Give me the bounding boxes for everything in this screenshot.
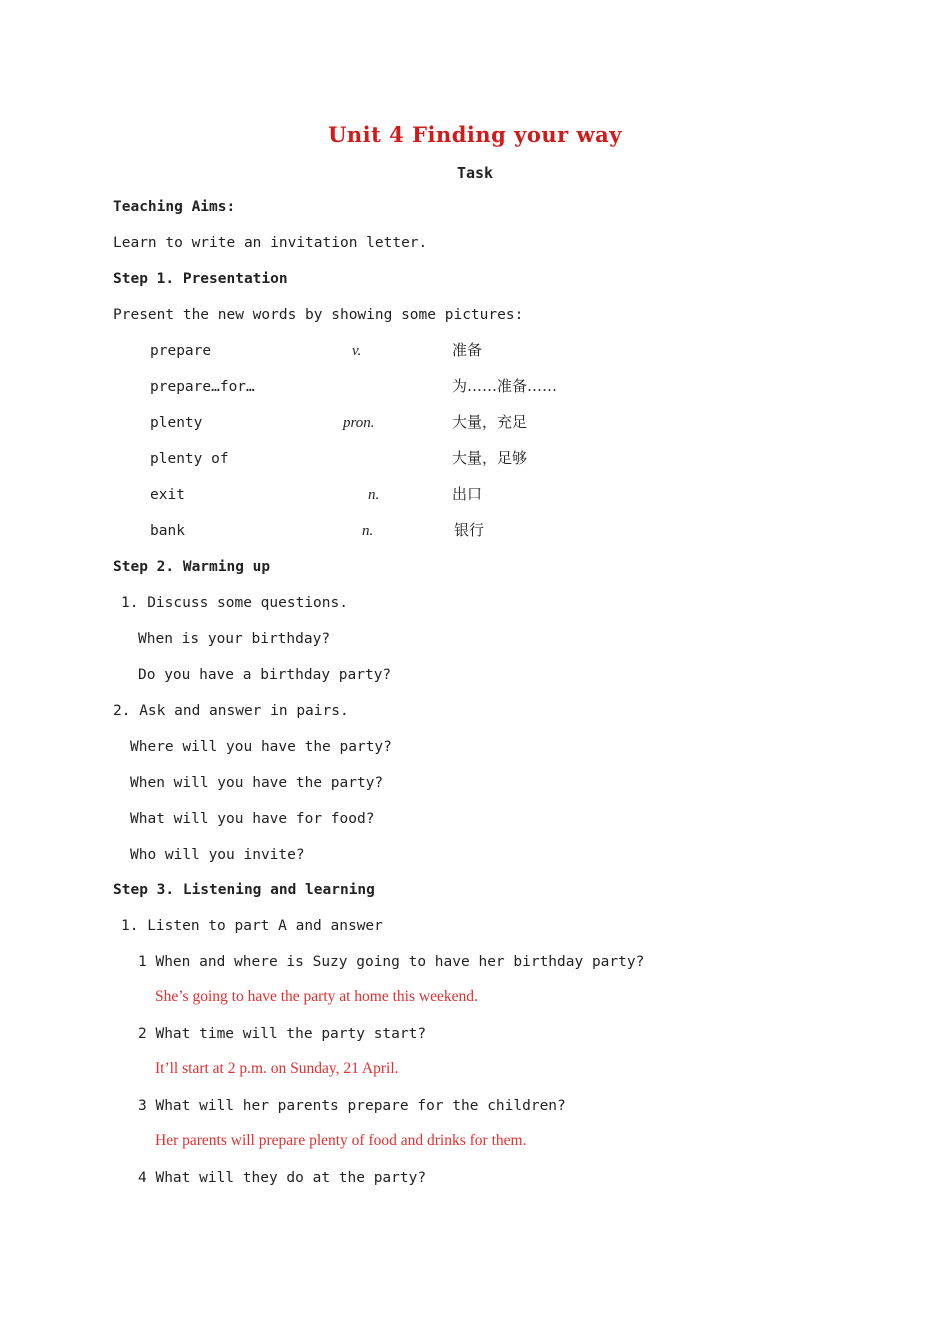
page-subtitle: Task bbox=[456, 164, 494, 182]
vocab-word: exit bbox=[150, 487, 185, 503]
step2-question: When is your birthday? bbox=[138, 631, 331, 647]
step3-question: 1 When and where is Suzy going to have her birthday party? bbox=[138, 954, 645, 970]
vocab-meaning: 出口 bbox=[452, 485, 483, 503]
vocab-meaning: 准备 bbox=[452, 341, 483, 359]
step3-item1: 1. Listen to part A and answer bbox=[121, 918, 383, 934]
step3-question: 3 What will her parents prepare for the children? bbox=[138, 1098, 566, 1114]
step3-answer: She’s going to have the party at home this weekend. bbox=[155, 988, 478, 1005]
step2-heading: Step 2. Warming up bbox=[113, 559, 271, 575]
step2-question: Who will you invite? bbox=[130, 847, 305, 863]
step2-question: What will you have for food? bbox=[130, 811, 375, 827]
vocab-meaning: 大量，足够 bbox=[452, 449, 528, 467]
step2-item1: 1. Discuss some questions. bbox=[121, 595, 348, 611]
vocab-word: prepare…for… bbox=[150, 379, 255, 395]
vocab-pos: n. bbox=[362, 523, 374, 539]
step1-heading: Step 1. Presentation bbox=[113, 271, 288, 287]
vocab-pos: n. bbox=[368, 487, 380, 503]
step2-question: When will you have the party? bbox=[130, 775, 384, 791]
vocab-word: plenty bbox=[150, 415, 203, 431]
step3-answer: It’ll start at 2 p.m. on Sunday, 21 April. bbox=[155, 1060, 399, 1077]
vocab-pos: v. bbox=[352, 343, 362, 359]
vocab-meaning: 为……准备…… bbox=[452, 377, 558, 395]
step3-question: 2 What time will the party start? bbox=[138, 1026, 427, 1042]
step2-question: Where will you have the party? bbox=[130, 739, 392, 755]
vocab-pos: pron. bbox=[343, 415, 375, 431]
page-title: Unit 4 Finding your way bbox=[328, 122, 622, 147]
vocab-word: bank bbox=[150, 523, 185, 539]
vocab-meaning: 银行 bbox=[454, 521, 485, 539]
step2-question: Do you have a birthday party? bbox=[138, 667, 392, 683]
step1-intro: Present the new words by showing some pictures: bbox=[113, 307, 524, 323]
step3-heading: Step 3. Listening and learning bbox=[113, 882, 375, 898]
vocab-word: prepare bbox=[150, 343, 212, 359]
step3-answer: Her parents will prepare plenty of food and drinks for them. bbox=[155, 1132, 527, 1149]
step2-item2: 2. Ask and answer in pairs. bbox=[113, 703, 349, 719]
step3-question: 4 What will they do at the party? bbox=[138, 1170, 427, 1186]
aims-heading: Teaching Aims: bbox=[113, 199, 236, 215]
aims-text: Learn to write an invitation letter. bbox=[113, 235, 428, 251]
vocab-word: plenty of bbox=[150, 451, 229, 467]
vocab-meaning: 大量，充足 bbox=[452, 413, 528, 431]
